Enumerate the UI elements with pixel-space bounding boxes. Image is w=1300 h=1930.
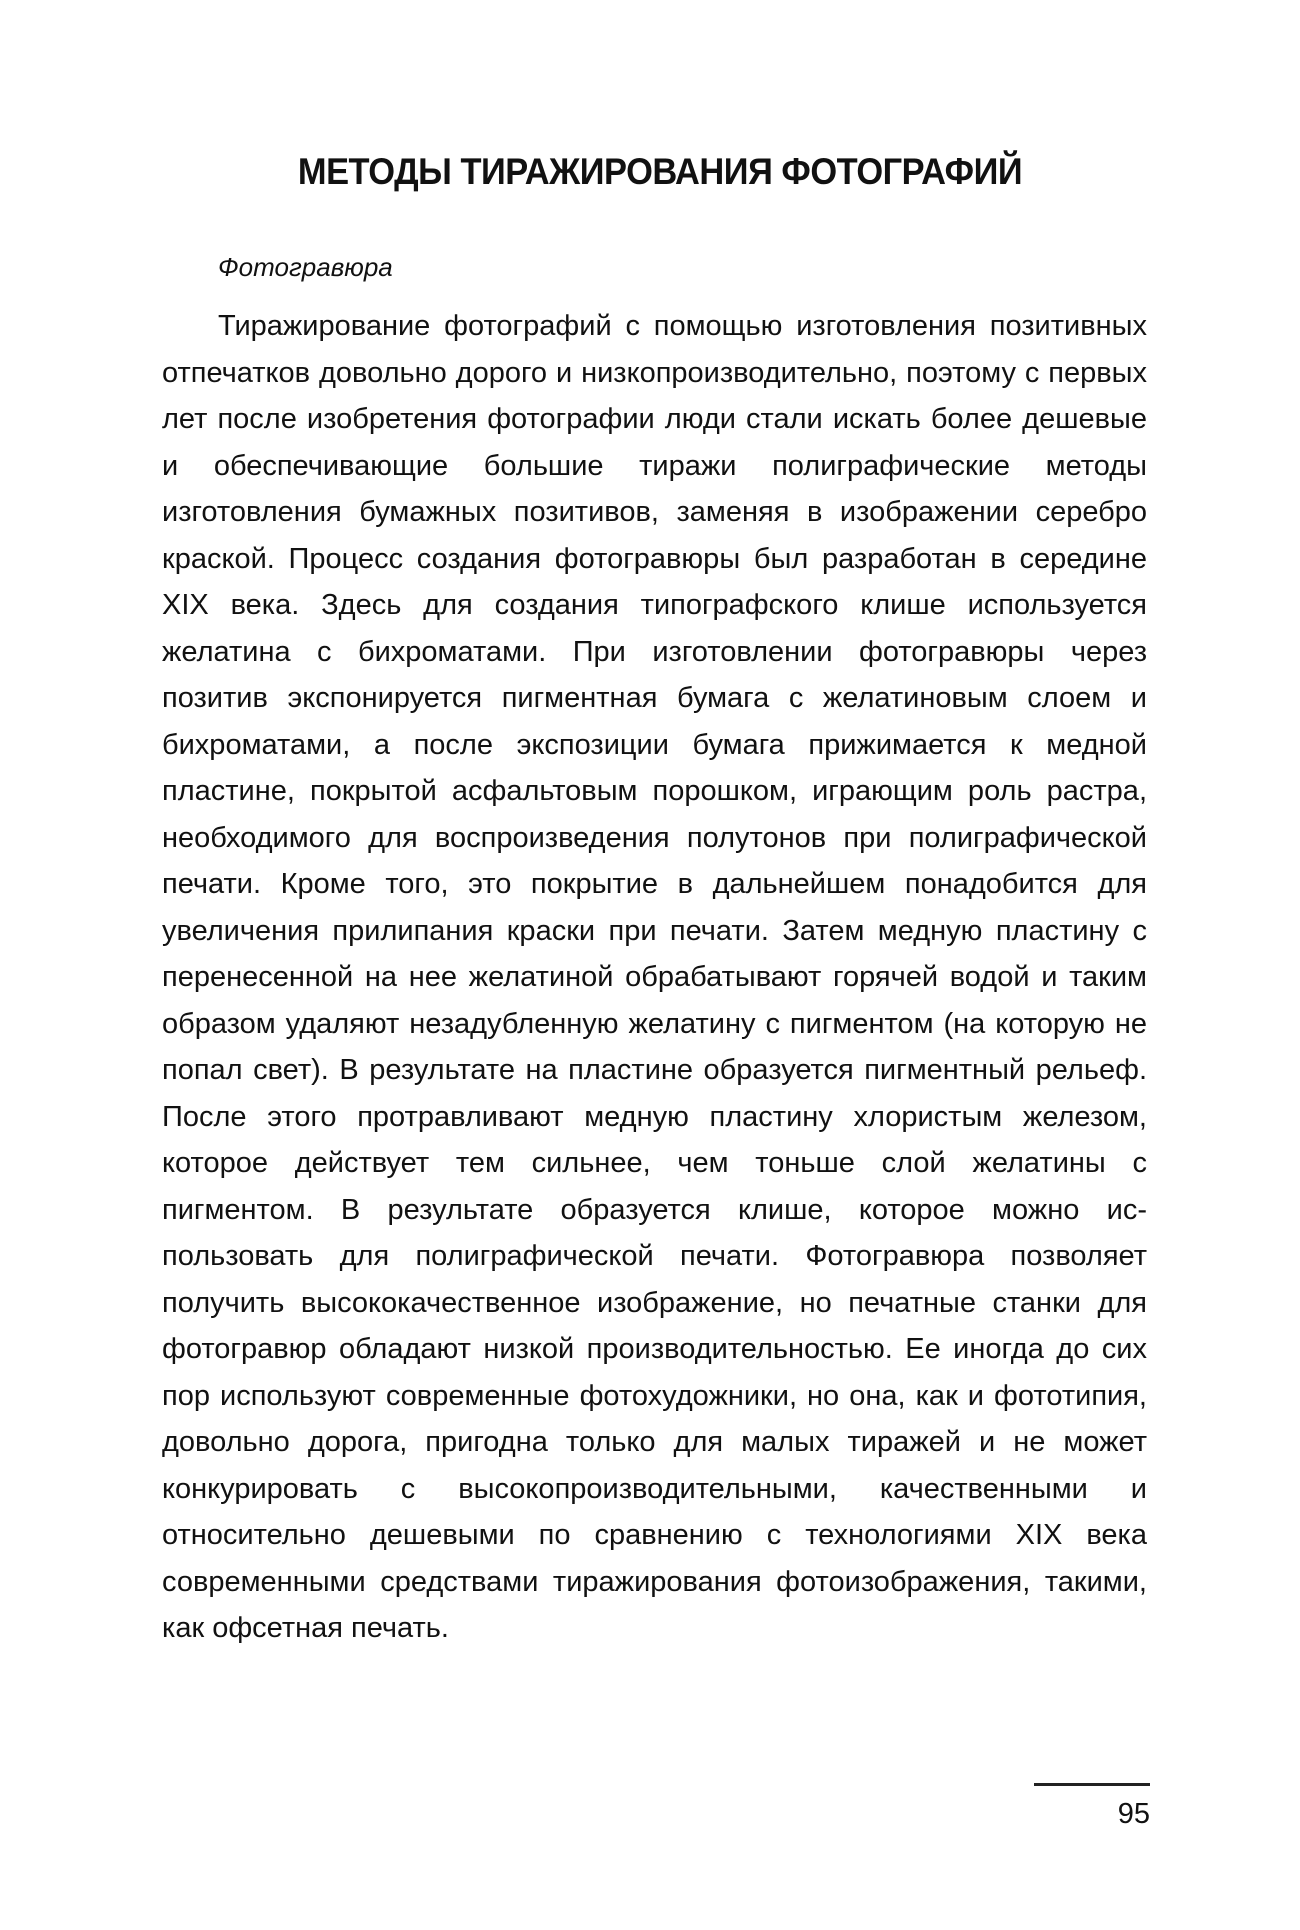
footer-rule (1034, 1783, 1150, 1786)
page-number: 95 (1117, 1798, 1150, 1830)
body-paragraph: Тиражирование фотографий с помощью изготовления позитивных отпечатков довольно дорого и низкопроизводительно, поэтому с первых лет после изобретения фотографии люди стали искать более дешевые и обеспечивающие большие тиражи полиграфические методы изготовления бумажных позитивов, заменяя в изображении серебро краской. Процесс создания фотогравюры был разработан в середине XIX века. Здесь для создания типографского клише используется желатина с бихроматами. При изготовлении фотогравюры через позитив экспонируется пигментная бумага с желатиновым слоем и бихроматами, а после экспозиции бумага прижимается к медной пластине, покрытой асфальтовым порошком, играющим роль растра, необходимого для воспроизведения полутонов при полиграфической печати. Кроме того, это покрытие в дальнейшем понадобится для увеличения прилипания краски при печати. Затем медную пластину с перенесенной на нее желатиной обрабатывают горячей водой и таким образом удаляют незадубленную желатину с пигментом (на которую не попал свет). В результате на пластине образуется пигментный рельеф. После этого протравливают медную пластину хлористым железом, которое действует тем сильнее, чем тоньше слой желатины с пигментом. В результате образуется клише, которое можно использовать для полиграфической печати. Фотогравюра позволяет получить высококачественное изображение, но печатные станки для фотогравюр обладают низкой производительностью. Ее иногда до сих пор используют современные фотохудожники, но она, как и фототипия, довольно дорога, пригодна только для малых тиражей и не может конкурировать с высокопроизводительными, качественными и относительно дешевыми по сравнению с технологиями XIX века современными средствами тиражирования фотоизображения, такими, как офсетная печать. (162, 310, 1147, 1644)
section-title: Фотогравюра (218, 252, 393, 282)
chapter-title: МЕТОДЫ ТИРАЖИРОВАНИЯ ФОТОГРАФИЙ (297, 151, 1023, 192)
